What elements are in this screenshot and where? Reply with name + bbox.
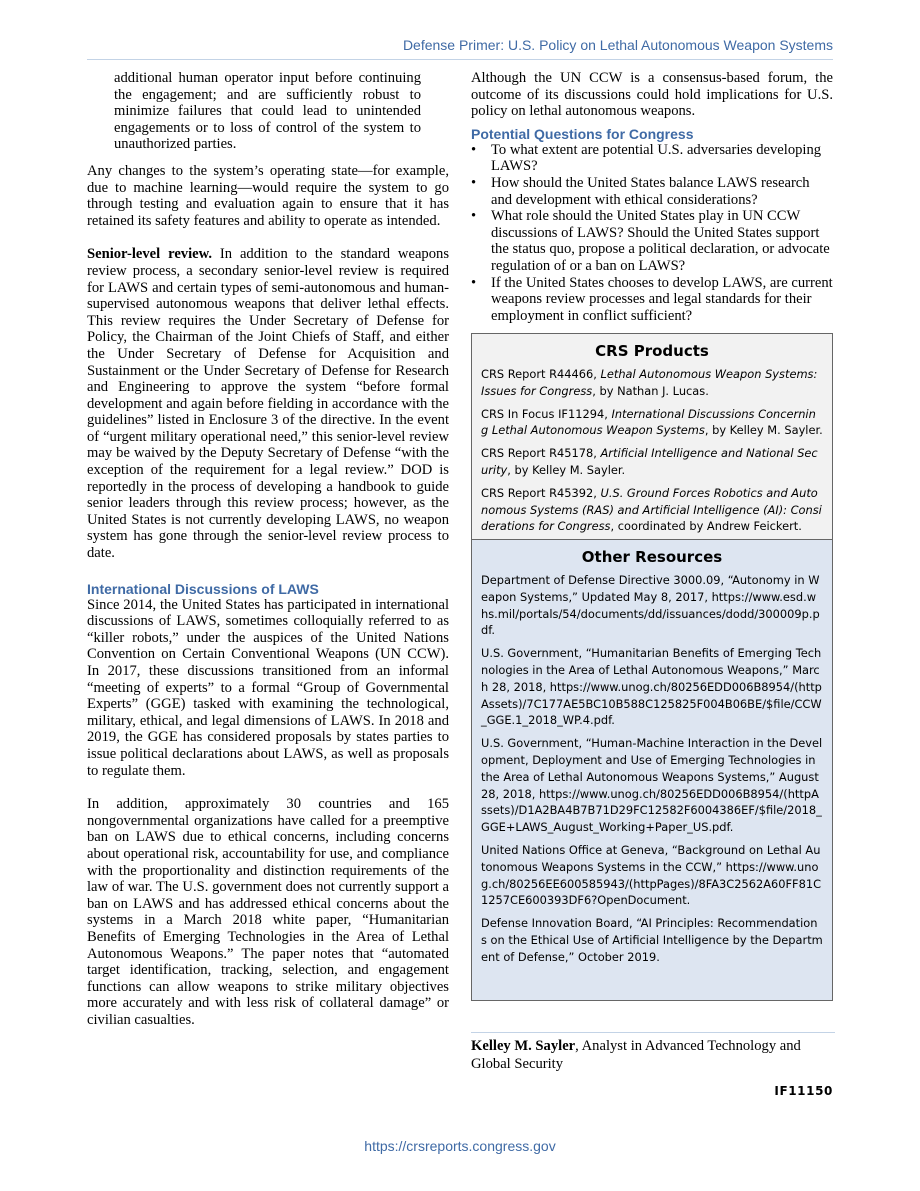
left-column	[87, 70, 449, 1028]
list-item: • If the United States chooses to develop LAWS, are current weapons review processes and legal standards for their employment in conflict sufficient?	[471, 274, 833, 324]
heading-international-discussions: International Discussions of LAWS	[87, 580, 319, 597]
header-divider	[87, 59, 833, 60]
bullet-icon: •	[471, 141, 477, 158]
list-item: • To what extent are potential U.S. adversaries developing LAWS?	[471, 141, 822, 175]
running-header: Defense Primer: U.S. Policy on Lethal Autonomous Weapon Systems	[402, 37, 833, 53]
crs-product-item: CRS Report R44466, Lethal Autonomous Weapon Systems: Issues for Congress, by Nathan J. Lucas.	[481, 367, 818, 398]
author-divider	[471, 1032, 835, 1033]
crs-product-item: CRS Report R45178, Artificial Intelligence and National Security, by Kelley M. Sayler.	[481, 446, 818, 477]
right-column	[471, 70, 833, 324]
author-name: Kelley M. Sayler	[471, 1038, 576, 1054]
resource-item: U.S. Government, “Human-Machine Interaction in the Development, Deployment and Use of Emerging Technologies in the Area of Lethal Autonomous Weapons Systems,” August 28, 2018, https://www.unog.ch/80256EDD006B8954/(httpAssets)/D1A2BA4B7B71D29FC12582F6004386EF/$file/2018_GGE+LAWS_August_Working+Paper_US.pdf.	[481, 736, 823, 835]
author-credit	[471, 1038, 833, 1073]
heading-potential-questions: Potential Questions for Congress	[471, 125, 694, 142]
bullet-icon: •	[471, 208, 477, 225]
resource-item: U.S. Government, “Humanitarian Benefits of Emerging Technologies in the Area of Lethal Autonomous Weapons,” March 28, 2018, https://www.unog.ch/80256EDD006B8954/(httpAssets)/7C177AE5BC10B588C125825F004B06BE/$file/CCW_GGE.1_2018_WP.4.pdf.	[481, 646, 822, 728]
crs-products-box	[471, 333, 833, 539]
other-resources-title: Other Resources	[581, 548, 723, 566]
senior-review-body: In addition to the standard weapons review process, a secondary senior-level review is required for LAWS and certain types of semi-autonomous and human-supervised autonomous weapons that deliver lethal effects. This review requires the Under Secretary of Defense for Policy, the Chairman of the Joint Chiefs of Staff, and either the Under Secretary of Defense for Acquisition and Sustainment or the Under Secretary of Defense for Research and Engineering to approve the system “before formal development and again before fielding in accordance with the guidelines” listed in Enclosure 3 of the directive. In the event of “urgent military operational need,” this senior-level review may be waived by the Deputy Secretary of Defense “with the exception of the requirement for a legal review.” DOD is reportedly in the process of developing a handbook to guide senior leaders through this review process; however, as the United States is not currently developing LAWS, no weapon system has gone through the senior-level review process to date.	[87, 246, 449, 562]
other-resources-box	[471, 539, 833, 1001]
bullet-icon: •	[471, 274, 477, 291]
author-role: , Analyst in Advanced Technology and Global Security	[471, 1038, 801, 1072]
footer-url[interactable]: https://crsreports.congress.gov	[364, 1138, 556, 1154]
continued-bullet-text: additional human operator input before continuing the engagement; and are sufficiently robust to minimize failures that could lead to unintended engagements or to loss of control of the system to unauthorized parties.	[114, 70, 421, 153]
list-item: • How should the United States balance LAWS research and development with ethical considerations?	[471, 174, 810, 208]
senior-review-lead: Senior-level review.	[87, 246, 213, 263]
questions-list	[471, 142, 833, 325]
crs-product-item: CRS In Focus IF11294, International Discussions Concerning Lethal Autonomous Weapon Systems, by Kelley M. Sayler.	[481, 406, 823, 438]
resource-item: United Nations Office at Geneva, “Background on Lethal Autonomous Weapons Systems in the CCW,” https://www.unog.ch/80256EE600585943/(httpPages)/8FA3C2562A60FF81C1257CE600393DF6?OpenDocument.	[481, 842, 822, 908]
resource-item: Defense Innovation Board, “AI Principles: Recommendations on the Ethical Use of Artificial Intelligence by the Department of Defense,” October 2019.	[481, 916, 823, 964]
list-item: • What role should the United States play in UN CCW discussions of LAWS? Should the United States support the status quo, propose a political declaration, or advocate regulation of or a ban on LAWS?	[471, 208, 830, 274]
crs-product-item: CRS Report R45392, U.S. Ground Forces Robotics and Autonomous Systems (RAS) and Artificial Intelligence (AI): Considerations for Congress, coordinated by Andrew Feickert.	[481, 485, 822, 534]
paragraph-senior-review	[87, 246, 449, 561]
bullet-icon: •	[471, 174, 477, 191]
resource-item: Department of Defense Directive 3000.09, “Autonomy in Weapon Systems,” Updated May 8, 2017, https://www.esd.whs.mil/portals/54/documents/dd/issuances/dodd/300009p.pdf.	[481, 573, 820, 638]
crs-products-title: CRS Products	[595, 342, 709, 360]
paragraph-state-changes: Any changes to the system’s operating state—for example, due to machine learning—would require the system to go through testing and evaluation again to ensure that it has retained its safety features and ability to operate as intended.	[87, 162, 449, 229]
paragraph-un-ccw: Since 2014, the United States has participated in international discussions of LAWS, sometimes colloquially referred to as “killer robots,” under the auspices of the United Nations Convention on Certain Conventional Weapons (UN CCW). In 2017, these discussions transitioned from an informal “meeting of experts” to a formal “Group of Governmental Experts” (GGE) tasked with examining the technological, military, ethical, and legal dimensions of LAWS. In 2018 and 2019, the GGE has considered proposals by states parties to issue political declarations about LAWS, as well as proposals to regulate them.	[87, 596, 449, 779]
paragraph-ban-calls: In addition, approximately 30 countries and 165 nongovernmental organizations have called for a preemptive ban on LAWS due to ethical concerns, including concerns about operational risk, accountability for use, and compliance with the proportionality and distinction requirements of the law of war. The U.S. government does not currently support a ban on LAWS and has addressed ethical concerns about the systems in a March 2018 white paper, “Humanitarian Benefits of Emerging Technologies in the Area of Lethal Autonomous Weapons.” The paper notes that “automated target identification, tracking, selection, and engagement functions can allow weapons to strike military objectives more accurately and with less risk of collateral damage” or civilian casualties.	[87, 796, 449, 1028]
document-code: IF11150	[774, 1084, 833, 1098]
paragraph-consensus-forum: Although the UN CCW is a consensus-based forum, the outcome of its discussions could hold implications for U.S. policy on lethal autonomous weapons.	[471, 70, 833, 120]
